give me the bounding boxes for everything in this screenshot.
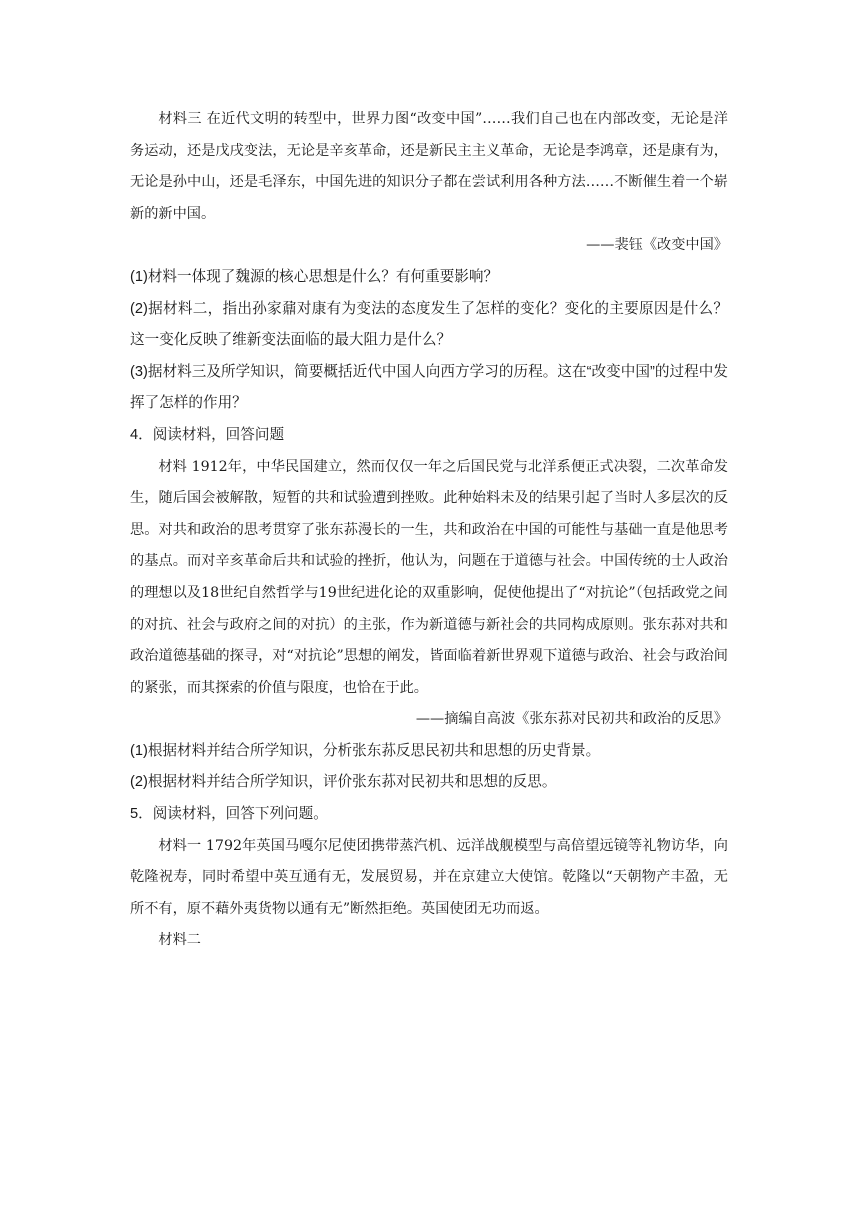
q4-subquestion-1: (1)根据材料并结合所学知识，分析张东荪反思民初共和思想的历史背景。 bbox=[130, 742, 601, 759]
q4-material-source: ——摘编自高波《张东荪对民初共和政治的反思》 bbox=[415, 711, 728, 728]
q5-material-two-label: 材料二 bbox=[158, 932, 201, 949]
material-three-paragraph: 材料三 在近代文明的转型中，世界力图“改变中国”……我们自己也在内部改变，无论是洋务运动，还是戊戌变法，无论是辛亥革命，还是新民主主义革命，无论是李鸿章，还是康有为，无论是孙中山，还是毛泽东，中国先进的知识分子都在尝试利用各种方法……不断催生着一个崭新的新中国。 bbox=[130, 111, 728, 222]
q4-subquestion-2: (2)根据材料并结合所学知识，评价张东荪对民初共和思想的反思。 bbox=[130, 774, 557, 791]
q4-material-paragraph: 材料 1912年，中华民国建立，然而仅仅一年之后国民党与北洋系便正式决裂，二次革命发生，随后国会被解散，短暂的共和试验遭到挫败。此种始料未及的结果引起了当时人多层次的反思。对共和政治的思考贯穿了张东荪漫长的一生，共和政治在中国的可能性与基础一直是他思考的基点。而对辛亥革命后共和试验的挫折，他认为，问题在于道德与社会。中国传统的士人政治的理想以及18世纪自然哲学与19世纪进化论的双重影响，促使他提出了“对抗论”（包括政党之间的对抗、社会与政府之间的对抗）的主张，作为新道德与新社会的共同构成原则。张东荪对共和政治道德基础的探寻，对“对抗论”思想的阐发，皆面临着新世界观下道德与政治、社会与政治间的紧张，而其探索的价值与限度，也恰在于此。 bbox=[130, 458, 728, 696]
q4-heading: 4．阅读材料，回答问题 bbox=[130, 426, 285, 443]
q5-material-one-paragraph: 材料一 1792年英国马嘎尔尼使团携带蒸汽机、远洋战舰模型与高倍望远镜等礼物访华，向乾隆祝寿，同时希望中英互通有无，发展贸易，并在京建立大使馆。乾隆以“天朝物产丰盈，无所不有，原不藉外夷货物以通有无”断然拒绝。英国使团无功而返。 bbox=[130, 837, 728, 917]
material-three-source: ——裴钰《改变中国》 bbox=[586, 237, 728, 254]
q3-subquestion-3: (3)据材料三及所学知识，简要概括近代中国人向西方学习的历程。这在“改变中国”的过程中发挥了怎样的作用？ bbox=[130, 363, 728, 412]
document-page bbox=[130, 104, 728, 957]
q5-heading: 5．阅读材料，回答下列问题。 bbox=[130, 806, 328, 823]
q3-subquestion-1: (1)材料一体现了魏源的核心思想是什么？有何重要影响？ bbox=[130, 268, 499, 285]
q3-subquestion-2: (2)据材料二，指出孙家鼐对康有为变法的态度发生了怎样的变化？变化的主要原因是什么？这一变化反映了维新变法面临的最大阻力是什么？ bbox=[130, 300, 728, 349]
